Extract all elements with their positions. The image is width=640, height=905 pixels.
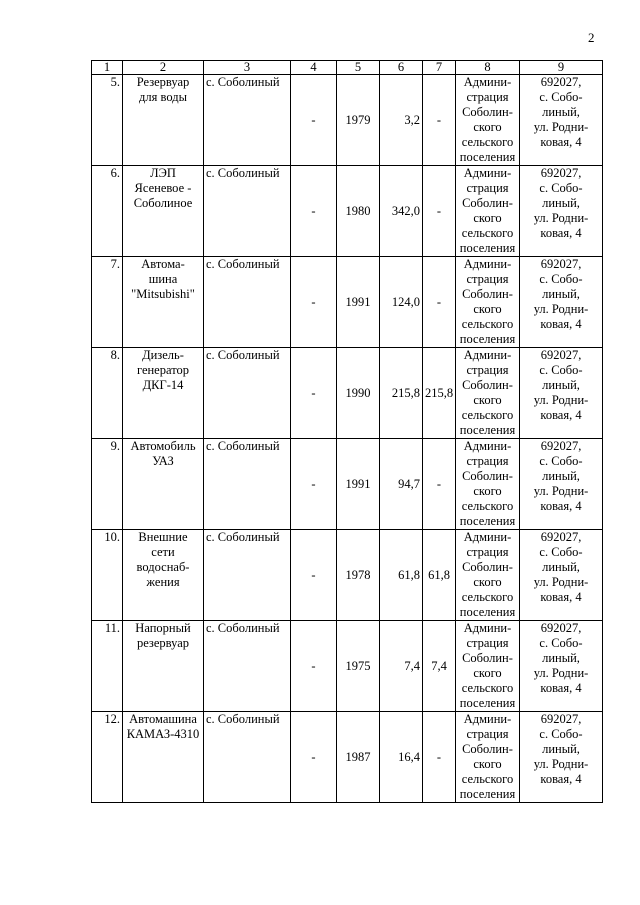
column-7-value: - xyxy=(423,439,456,530)
item-location: с. Соболиный xyxy=(204,621,291,712)
column-header-2: 2 xyxy=(123,61,204,75)
table-row xyxy=(92,621,603,712)
column-6-value: 215,8 xyxy=(380,348,423,439)
owner-address: 692027, с. Собо- линый, ул. Родни- ковая, 4 xyxy=(520,712,603,803)
page-number: 2 xyxy=(588,30,595,45)
column-7-value: - xyxy=(423,712,456,803)
item-year: 1980 xyxy=(337,166,380,257)
item-location: с. Соболиный xyxy=(204,348,291,439)
item-year: 1991 xyxy=(337,439,380,530)
item-name: Внешние сети водоснаб- жения xyxy=(123,530,204,621)
row-number: 10. xyxy=(92,530,123,621)
item-name: Напорный резервуар xyxy=(123,621,204,712)
row-number: 6. xyxy=(92,166,123,257)
row-number: 5. xyxy=(92,75,123,166)
owner-address: 692027, с. Собо- линый, ул. Родни- ковая, 4 xyxy=(520,530,603,621)
item-owner: Админи- страция Соболин- ского сельского поселения xyxy=(456,712,520,803)
column-6-value: 7,4 xyxy=(380,621,423,712)
row-number: 7. xyxy=(92,257,123,348)
item-name: Дизель- генератор ДКГ-14 xyxy=(123,348,204,439)
column-7-value: 7,4 xyxy=(423,621,456,712)
column-4-value: - xyxy=(291,348,337,439)
item-name: Автомобиль УАЗ xyxy=(123,439,204,530)
column-header-8: 8 xyxy=(456,61,520,75)
table-row xyxy=(92,712,603,803)
column-header-1: 1 xyxy=(92,61,123,75)
item-name: Резервуар для воды xyxy=(123,75,204,166)
row-number: 9. xyxy=(92,439,123,530)
table-row xyxy=(92,348,603,439)
column-7-value: - xyxy=(423,257,456,348)
item-location: с. Соболиный xyxy=(204,530,291,621)
column-header-5: 5 xyxy=(337,61,380,75)
item-owner: Админи- страция Соболин- ского сельского поселения xyxy=(456,439,520,530)
column-6-value: 61,8 xyxy=(380,530,423,621)
owner-address: 692027, с. Собо- линый, ул. Родни- ковая, 4 xyxy=(520,257,603,348)
column-6-value: 342,0 xyxy=(380,166,423,257)
table-row xyxy=(92,439,603,530)
item-year: 1991 xyxy=(337,257,380,348)
item-year: 1978 xyxy=(337,530,380,621)
item-location: с. Соболиный xyxy=(204,257,291,348)
column-4-value: - xyxy=(291,257,337,348)
column-6-value: 3,2 xyxy=(380,75,423,166)
item-location: с. Соболиный xyxy=(204,75,291,166)
item-year: 1979 xyxy=(337,75,380,166)
row-number: 8. xyxy=(92,348,123,439)
owner-address: 692027, с. Собо- линый, ул. Родни- ковая, 4 xyxy=(520,621,603,712)
owner-address: 692027, с. Собо- линый, ул. Родни- ковая, 4 xyxy=(520,75,603,166)
column-header-3: 3 xyxy=(204,61,291,75)
column-4-value: - xyxy=(291,166,337,257)
item-name: ЛЭП Ясеневое - Соболиное xyxy=(123,166,204,257)
table-row xyxy=(92,257,603,348)
column-4-value: - xyxy=(291,75,337,166)
column-header-7: 7 xyxy=(423,61,456,75)
table-row xyxy=(92,166,603,257)
table-row xyxy=(92,75,603,166)
column-header-9: 9 xyxy=(520,61,603,75)
item-owner: Админи- страция Соболин- ского сельского поселения xyxy=(456,166,520,257)
column-4-value: - xyxy=(291,439,337,530)
column-7-value: 61,8 xyxy=(423,530,456,621)
item-owner: Админи- страция Соболин- ского сельского поселения xyxy=(456,257,520,348)
item-owner: Админи- страция Соболин- ского сельского поселения xyxy=(456,348,520,439)
item-year: 1987 xyxy=(337,712,380,803)
column-7-value: - xyxy=(423,75,456,166)
item-location: с. Соболиный xyxy=(204,166,291,257)
item-owner: Админи- страция Соболин- ского сельского поселения xyxy=(456,530,520,621)
column-6-value: 16,4 xyxy=(380,712,423,803)
item-name: Автома- шина "Mitsubishi" xyxy=(123,257,204,348)
column-header-6: 6 xyxy=(380,61,423,75)
item-owner: Админи- страция Соболин- ского сельского поселения xyxy=(456,75,520,166)
column-header-4: 4 xyxy=(291,61,337,75)
item-location: с. Соболиный xyxy=(204,439,291,530)
row-number: 12. xyxy=(92,712,123,803)
property-registry-table xyxy=(91,60,603,803)
owner-address: 692027, с. Собо- линый, ул. Родни- ковая, 4 xyxy=(520,166,603,257)
item-year: 1975 xyxy=(337,621,380,712)
column-7-value: - xyxy=(423,166,456,257)
item-owner: Админи- страция Соболин- ского сельского поселения xyxy=(456,621,520,712)
column-4-value: - xyxy=(291,530,337,621)
item-name: Автомашина КАМАЗ-4310 xyxy=(123,712,204,803)
header-row xyxy=(92,61,603,75)
item-location: с. Соболиный xyxy=(204,712,291,803)
owner-address: 692027, с. Собо- линый, ул. Родни- ковая, 4 xyxy=(520,348,603,439)
column-4-value: - xyxy=(291,712,337,803)
item-year: 1990 xyxy=(337,348,380,439)
owner-address: 692027, с. Собо- линый, ул. Родни- ковая, 4 xyxy=(520,439,603,530)
column-6-value: 124,0 xyxy=(380,257,423,348)
column-7-value: 215,8 xyxy=(423,348,456,439)
table-row xyxy=(92,530,603,621)
column-6-value: 94,7 xyxy=(380,439,423,530)
column-4-value: - xyxy=(291,621,337,712)
row-number: 11. xyxy=(92,621,123,712)
